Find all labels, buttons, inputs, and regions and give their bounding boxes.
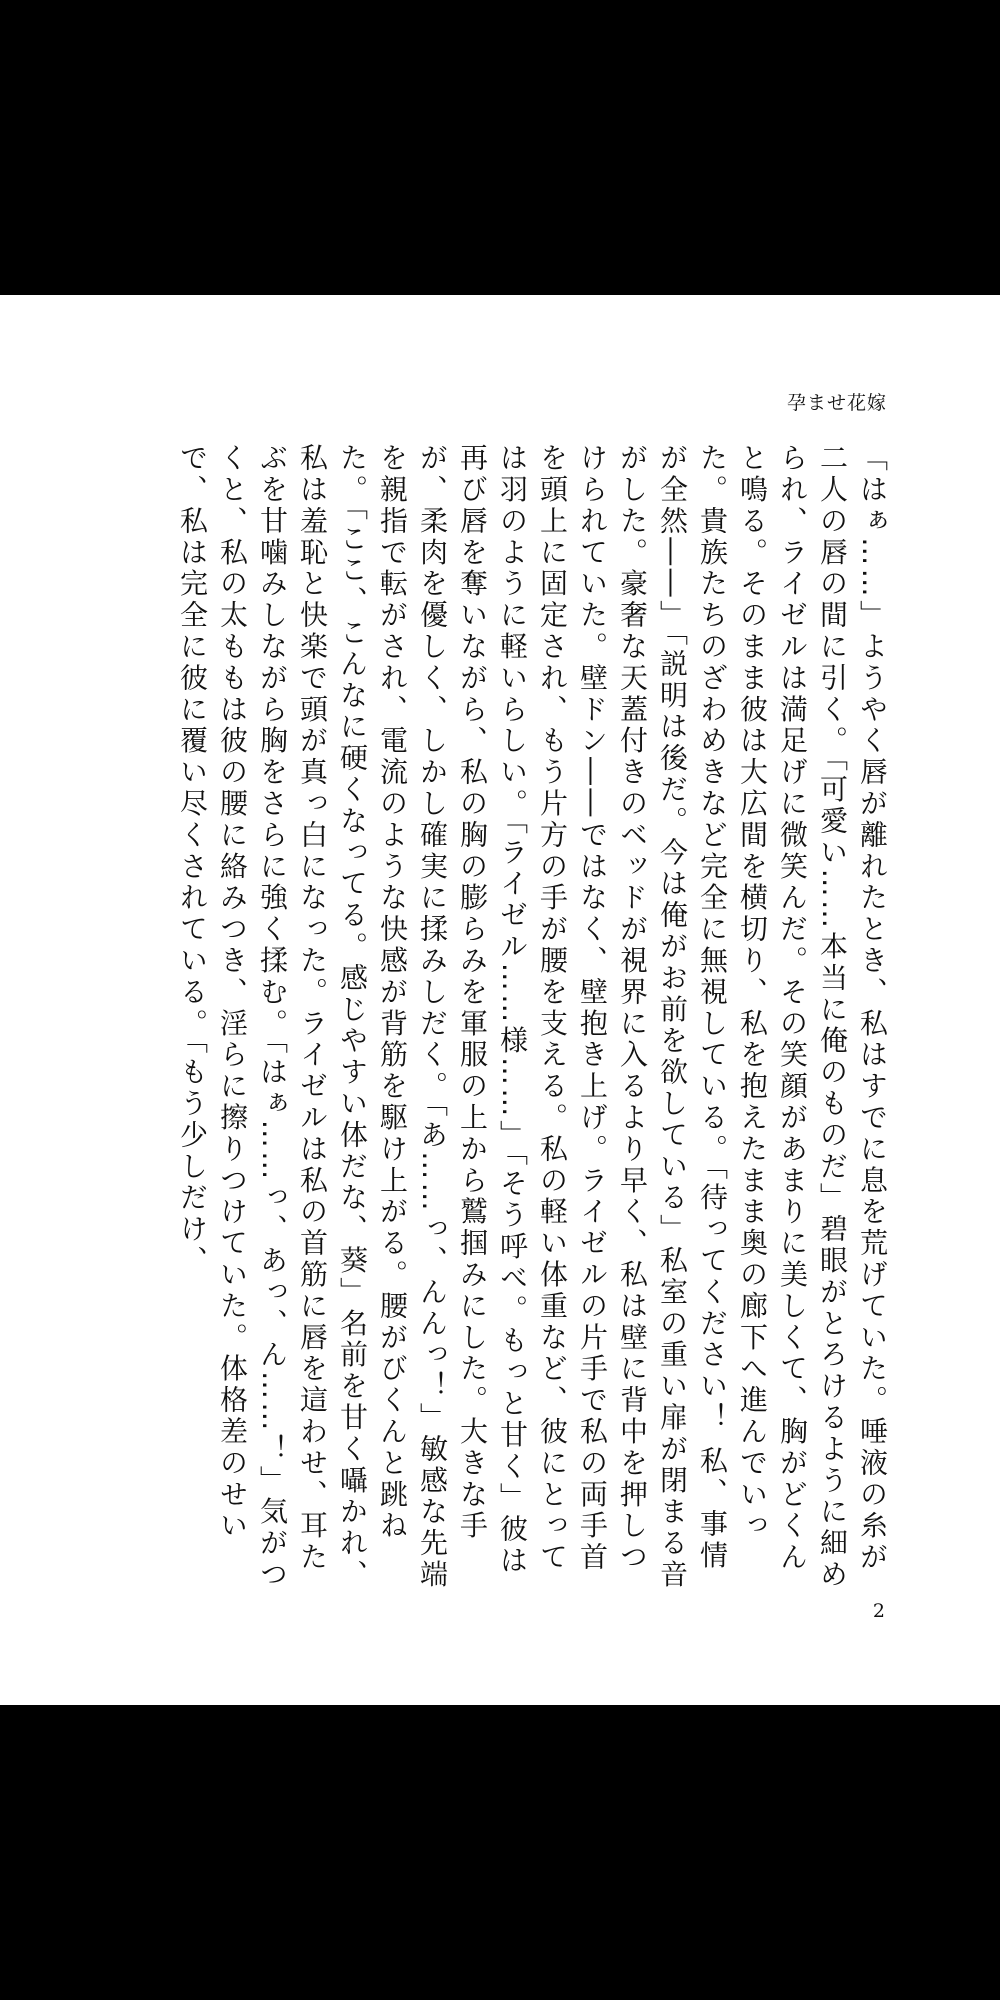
book-page bbox=[0, 295, 1000, 1705]
vertical-body-text: 「はぁ……」ようやく唇が離れたとき、私はすでに息を荒げていた。唾液の糸が二人の唇の間に引く。「可愛い……本当に俺のものだ」碧眼がとろけるように細められ、ライゼルは満足げに微笑んだ。その笑顔があまりに美しくて、胸がどくんと鳴る。そのまま彼は大広間を横切り、私を抱えたまま奥の廊下へ進んでいった。貴族たちのざわめきなど完全に無視している。「待ってください！ 私、事情が全然――」「説明は後だ。今は俺がお前を欲している」私室の重い扉が閉まる音がした。豪奢な天蓋付きのベッドが視界に入るより早く、私は壁に背中を押しつけられていた。壁ドン――ではなく、壁抱き上げ。ライゼルの片手で私の両手首を頭上に固定され、もう片方の手が腰を支える。私の軽い体重など、彼にとっては羽のように軽いらしい。「ライゼル……様……」「そう呼べ。もっと甘く」彼は再び唇を奪いながら、私の胸の膨らみを軍服の上から鷲掴みにした。大きな手が、柔肉を優しく、しかし確実に揉みしだく。「あ……っ、んんっ！」敏感な先端を親指で転がされ、電流のような快感が背筋を駆け上がる。腰がびくんと跳ねた。「ここ、こんなに硬くなってる。感じやすい体だな、葵」名前を甘く囁かれ、私は羞恥と快楽で頭が真っ白になった。ライゼルは私の首筋に唇を這わせ、耳たぶを甘噛みしながら胸をさらに強く揉む。「はぁ……っ、あっ、ん……！」気がつくと、私の太ももは彼の腰に絡みつき、淫らに擦りつけていた。体格差のせいで、私は完全に彼に覆い尽くされている。「もう少しだけ、 bbox=[176, 443, 889, 1591]
page-number: 2 bbox=[872, 1600, 885, 1622]
running-title: 孕ませ花嫁 bbox=[786, 392, 887, 414]
